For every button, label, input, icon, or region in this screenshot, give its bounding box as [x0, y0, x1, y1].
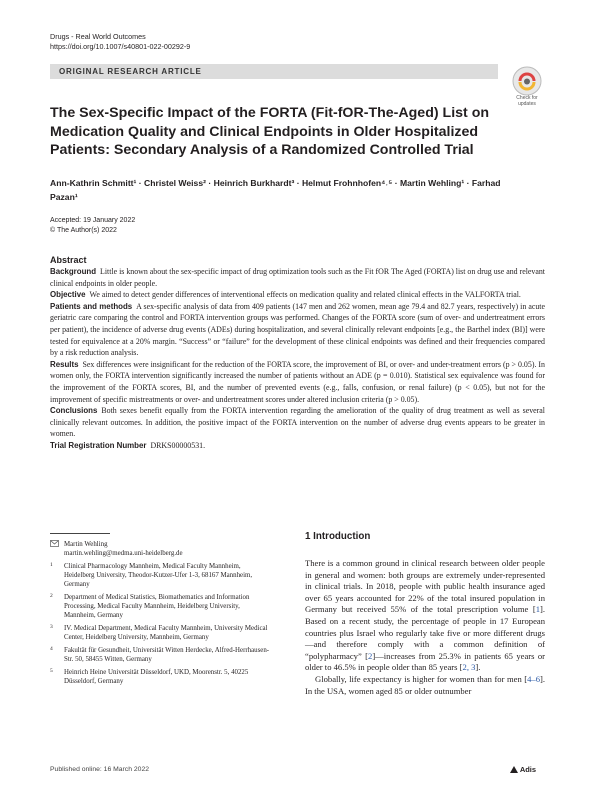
adis-logo-icon	[510, 765, 520, 774]
article-title: The Sex-Specific Impact of the FORTA (Fit-fOR-The-Aged) List on Medication Quality and Clinical Endpoints in Older Hospitalized Patients: Secondary Analysis of a Randomized Controlled Trial	[50, 105, 490, 158]
abstract-objective: Objective We aimed to detect gender differences of interventional effects on medication quality and related clinical effects in the VALFORTA trial.	[50, 290, 521, 300]
doi-link[interactable]: https://doi.org/10.1007/s40801-022-00292-9	[50, 42, 191, 51]
introduction-body	[305, 558, 545, 697]
abstract-heading: Abstract	[50, 255, 87, 265]
affiliation-1: 1 Clinical Pharmacology Mannheim, Medical Faculty Mannheim, Heidelberg University, Theodor-Kutzer-Ufer 1-3, 68167 Mannheim, Germany	[50, 562, 253, 588]
abstract-methods: Patients and methods A sex-specific analysis of data from 409 patients (147 men and 262 women, mean age 79.4 and 82.7 years, respectively) in acute geriatric care comparing the control and FORTA intervention groups was performed. Changes of the FORTA score (sum of over- and undertreatment errors per patient), the incidence of adverse drug events (ADEs) during hospitalization, and several clinically relevant endpoints [e.g., the Barthel index (BI)] were tested for equivalence at a 20% margin. “Success” or “failure” for the development of these clinical endpoints was defined and their frequencies compared by a risk reduction analysis.	[50, 301, 545, 358]
affiliations	[50, 540, 270, 690]
check-for-updates-icon[interactable]	[512, 66, 542, 96]
correspondence-name: Martin Wehling	[64, 541, 108, 548]
intro-paragraph-2: Globally, life expectancy is higher for women than for men [4–6]. In the USA, women aged 85 or older outnumber	[305, 673, 545, 696]
abstract	[50, 254, 545, 452]
journal-name: Drugs - Real World Outcomes	[50, 32, 146, 41]
journal-header	[50, 32, 190, 52]
abstract-background: Background Little is known about the sex-specific impact of drug optimization tools such as the Fit fOR The Aged (FORTA) list on drug use and relevant clinical endpoints in older people.	[50, 267, 545, 288]
affiliation-5: 5 Heinrich Heine Universität Düsseldorf, UKD, Moorenstr. 5, 40225 Düsseldorf, Germany	[50, 668, 249, 685]
reference-link[interactable]: 2	[368, 650, 373, 661]
article-type-banner: ORIGINAL RESEARCH ARTICLE	[50, 64, 498, 79]
check-for-updates-label: Check for updates	[516, 95, 538, 107]
affiliation-2: 2 Department of Medical Statistics, Biomathematics and Information Processing, Medical Faculty Mannheim, Heidelberg University, Mannheim, Germany	[50, 593, 250, 619]
reference-link[interactable]: 4–6	[527, 673, 540, 684]
envelope-icon	[50, 540, 64, 558]
affiliation-4: 4 Fakultät für Gesundheit, Universität Witten Herdecke, Alfred-Herrhausen-Str. 50, 58455 Witten, Germany	[50, 646, 270, 663]
abstract-registration: Trial Registration Number DRKS00000531.	[50, 440, 206, 450]
abstract-results: Results Sex differences were insignificant for the reduction of the FORTA score, the improvement of BI, or over- and under-treatment errors (p > 0.05). In women only, the FORTA intervention significantly increased the number of patients without an ADE (p = 0.010). Statistical sex equivalence was found for the improvement of the FORTA scores, BI, and the number of prevented events (e.g., falls, confusion, or renal failure) (p < 0.05), but not for the improvement of specific mistreatments or over- and undertreatment scores under altered inclusion criteria (p > 0.05).	[50, 359, 545, 404]
intro-paragraph-1: There is a common ground in clinical research between older people in general and women: both groups are extremely under-represented in clinical trials. In 2018, people with public health insurance aged over 65 years accounted for 22% of the total insured population in Germany but received 55% of the total prescription volume [1]. Based on a recent study, the percentage of people in 17 European countries plus Israel who regularly take five or more different drugs—and therefore comply with a common definition of “polypharmacy” [2]—increases from 25.3% in patients 65 years or older to 46.5% in people older than 85 years [2, 3].	[305, 558, 545, 673]
reference-link[interactable]: 1	[535, 604, 540, 615]
publisher-logo	[510, 765, 536, 774]
section-heading-introduction: 1 Introduction	[305, 531, 371, 542]
accepted-date: Accepted: 19 January 2022	[50, 217, 136, 224]
publisher-name: Adis	[519, 765, 537, 774]
author-list: Ann-Kathrin Schmitt¹ · Christel Weiss² · Heinrich Burkhardt³ · Helmut Frohnhofen⁴˒⁵ · Martin Wehling¹ · Farhad Pazan¹	[50, 178, 501, 202]
copyright-line: © The Author(s) 2022	[50, 227, 117, 234]
published-online-date: Published online: 16 March 2022	[50, 766, 149, 773]
abstract-conclusions: Conclusions Both sexes benefit equally from the FORTA intervention regarding the amelioration of the quality of drug treatment as well as several clinically relevant outcomes. In addition, the positive impact of the FORTA intervention on the number of adverse drug events appears to be greater in women.	[50, 406, 545, 439]
article-dates	[50, 216, 135, 236]
reference-link[interactable]: 2, 3	[462, 662, 476, 673]
affiliation-3: 3 IV. Medical Department, Medical Faculty Mannheim, University Medical Center, Heidelberg University, Mannheim, Germany	[50, 624, 268, 641]
correspondence	[50, 540, 270, 558]
correspondence-email[interactable]: martin.wehling@medma.uni-heidelberg.de	[64, 550, 183, 557]
footnote-divider	[50, 533, 110, 534]
